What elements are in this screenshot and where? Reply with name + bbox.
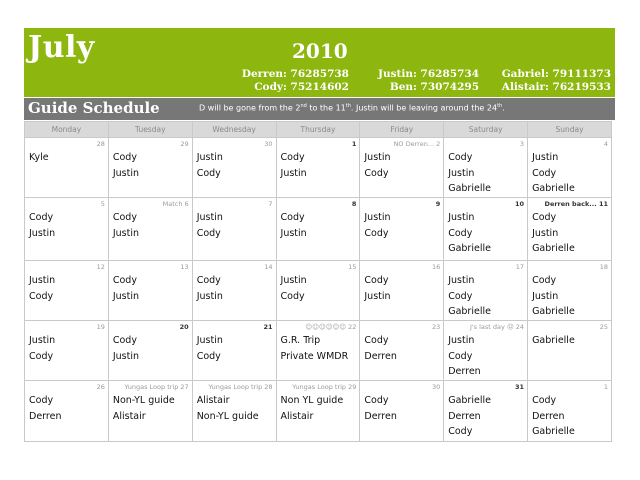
guide-name: Non-YL guide	[196, 410, 259, 422]
guide-name: Justin	[364, 152, 391, 163]
guide-list	[109, 210, 192, 241]
day-cell[interactable]	[360, 261, 444, 321]
day-number: 13	[180, 263, 189, 271]
guide-name: Cody	[112, 212, 137, 223]
guide-list	[193, 333, 276, 364]
guide-name: Derren	[532, 410, 565, 422]
day-number: Match 6	[162, 200, 189, 208]
day-cell[interactable]	[25, 381, 109, 442]
guide-list	[25, 333, 108, 364]
schedule-title: Guide Schedule	[28, 99, 160, 117]
guide-name: Cody	[112, 335, 137, 346]
day-number: 21	[263, 323, 273, 331]
guide-name: G.R. Trip	[280, 335, 321, 346]
day-cell[interactable]	[108, 138, 192, 198]
guide-name: Cody	[532, 167, 557, 179]
guide-name: Justin	[532, 152, 559, 163]
guide-list	[277, 150, 360, 181]
day-cell[interactable]	[444, 198, 528, 261]
guide-list	[25, 210, 108, 241]
day-cell[interactable]	[276, 138, 360, 198]
day-cell[interactable]	[192, 261, 276, 321]
guide-name: Derren	[448, 410, 481, 422]
day-number: 10	[515, 200, 525, 208]
guide-name: Justin	[364, 212, 391, 223]
guide-name: Cody	[112, 152, 137, 163]
guide-name: Derren	[29, 410, 62, 422]
guide-list	[277, 393, 360, 424]
guide-name: Cody	[448, 350, 473, 362]
year-title: 2010	[292, 39, 348, 63]
day-number: 31	[515, 383, 525, 391]
guide-list	[528, 210, 611, 257]
day-cell[interactable]	[360, 198, 444, 261]
guide-name: Cody	[29, 212, 54, 223]
guide-name: Alistair	[112, 410, 146, 422]
day-cell[interactable]	[528, 261, 612, 321]
guide-name: Gabrielle	[448, 395, 491, 406]
day-number: 4	[603, 140, 608, 148]
guide-list	[25, 273, 108, 304]
schedule-note: D will be gone from the 2nd to the 11th. Justin will be leaving around the 24th.	[199, 103, 505, 113]
week-row	[25, 198, 612, 261]
day-cell[interactable]	[276, 261, 360, 321]
calendar-grid	[24, 121, 612, 442]
guide-name: Justin	[196, 152, 223, 163]
guide-name: Non-YL guide	[112, 395, 175, 406]
guide-list	[360, 333, 443, 364]
day-number: 30	[431, 383, 441, 391]
guide-name: Justin	[112, 350, 140, 362]
day-cell[interactable]	[444, 261, 528, 321]
guide-name: Justin	[448, 212, 475, 223]
guide-list	[25, 393, 108, 424]
day-cell[interactable]	[25, 321, 109, 381]
guide-list	[360, 150, 443, 181]
guide-name: Cody	[196, 350, 221, 362]
day-cell[interactable]	[444, 381, 528, 442]
guide-name: Justin	[196, 290, 223, 302]
guide-list	[277, 333, 360, 364]
weekday-header: Thursday	[276, 122, 360, 138]
guide-name: Alistair	[196, 395, 230, 406]
guide-list	[193, 150, 276, 181]
guide-list	[193, 210, 276, 241]
guide-name: Justin	[112, 290, 140, 302]
guide-name: Non YL guide	[280, 395, 344, 406]
guide-name: Cody	[29, 350, 54, 362]
weekday-header: Saturday	[444, 122, 528, 138]
guide-name: Derren	[364, 350, 397, 362]
guide-list	[528, 393, 611, 440]
guide-name: Gabrielle	[448, 306, 491, 317]
guide-list	[528, 150, 611, 197]
day-number: Derren back... 11	[544, 200, 608, 208]
week-row	[25, 321, 612, 381]
day-cell[interactable]	[192, 138, 276, 198]
guide-list	[193, 393, 276, 424]
day-cell[interactable]	[192, 321, 276, 381]
guide-list	[109, 150, 192, 181]
title-banner	[24, 28, 615, 97]
guide-name: Cody	[448, 227, 473, 239]
guide-name: Justin	[280, 275, 307, 286]
day-cell[interactable]	[192, 198, 276, 261]
guide-name: Justin	[280, 227, 307, 239]
day-number: Yungas Loop trip 27	[124, 383, 189, 391]
contact-justin: Justin: 76285734	[378, 68, 479, 80]
guide-list	[109, 333, 192, 364]
day-cell[interactable]	[192, 381, 276, 442]
day-number: 3	[519, 140, 525, 148]
day-cell[interactable]	[360, 381, 444, 442]
guide-name: Justin	[280, 167, 307, 179]
guide-list	[360, 210, 443, 241]
guide-name: Justin	[196, 212, 223, 223]
day-number: J's last day ☹ 24	[469, 323, 525, 331]
guide-name: Gabrielle	[532, 426, 575, 437]
day-cell[interactable]	[108, 321, 192, 381]
day-cell[interactable]	[108, 261, 192, 321]
contact-alistair: Alistair: 76219533	[501, 81, 611, 93]
guide-name: Gabrielle	[448, 243, 491, 254]
week-row	[25, 261, 612, 321]
contact-ben: Ben: 73074295	[389, 81, 479, 93]
day-cell[interactable]	[276, 381, 360, 442]
day-number: 17	[515, 263, 525, 271]
guide-name: Gabrielle	[448, 183, 491, 194]
weekday-header: Sunday	[528, 122, 612, 138]
guide-name: Justin	[448, 167, 475, 179]
guide-name: Cody	[364, 227, 389, 239]
guide-name: Cody	[29, 395, 54, 406]
day-number: 18	[599, 263, 608, 271]
guide-list	[444, 393, 527, 440]
week-row	[25, 381, 612, 442]
guide-name: Justin	[532, 227, 559, 239]
day-number: 1	[603, 383, 608, 391]
guide-name: Cody	[364, 167, 389, 179]
day-number: NO Derren... 2	[393, 140, 441, 148]
day-number: 9	[435, 200, 441, 208]
day-number: Yungas Loop trip 29	[292, 383, 357, 391]
day-number: 8	[351, 200, 357, 208]
day-number: 15	[348, 263, 357, 271]
day-cell[interactable]	[528, 138, 612, 198]
day-number: 5	[100, 200, 105, 208]
weekday-header: Wednesday	[192, 122, 276, 138]
day-cell[interactable]	[444, 138, 528, 198]
schedule-subtitle-bar	[24, 98, 615, 120]
guide-name: Cody	[196, 275, 221, 286]
guide-name: Cody	[364, 335, 389, 346]
guide-name: Alistair	[280, 410, 314, 422]
guide-name: Cody	[196, 227, 221, 239]
week-row	[25, 138, 612, 198]
guide-name: Justin	[532, 290, 559, 302]
guide-name: Cody	[196, 167, 221, 179]
day-number: 23	[431, 323, 441, 331]
day-cell[interactable]	[108, 198, 192, 261]
guide-name: Cody	[29, 290, 54, 302]
guide-name: Cody	[532, 395, 557, 406]
day-number: 14	[264, 263, 273, 271]
day-number: ☺☺☺☺☺☺ 22	[305, 323, 357, 331]
guide-name: Private WMDR	[280, 350, 349, 362]
guide-list	[444, 210, 527, 257]
day-cell[interactable]	[276, 321, 360, 381]
month-title: July	[28, 30, 95, 65]
day-cell[interactable]	[528, 381, 612, 442]
day-cell[interactable]	[25, 198, 109, 261]
guide-name: Cody	[112, 275, 137, 286]
day-number: 30	[264, 140, 273, 148]
contact-cody: Cody: 75214602	[254, 81, 349, 93]
weekday-header: Tuesday	[108, 122, 192, 138]
contact-derren: Derren: 76285738	[241, 68, 349, 80]
guide-list	[360, 393, 443, 424]
day-number: 29	[180, 140, 189, 148]
day-cell[interactable]	[360, 321, 444, 381]
guide-name: Justin	[29, 275, 56, 286]
day-cell[interactable]	[276, 198, 360, 261]
guide-name: Justin	[112, 167, 140, 179]
guide-name: Justin	[448, 275, 475, 286]
day-cell[interactable]	[360, 138, 444, 198]
guide-name: Cody	[448, 290, 473, 302]
guide-name: Kyle	[29, 152, 49, 163]
day-cell[interactable]	[528, 198, 612, 261]
day-number: 19	[96, 323, 105, 331]
guide-list	[277, 210, 360, 241]
day-cell[interactable]	[528, 321, 612, 381]
guide-name: Derren	[448, 366, 481, 377]
guide-name: Cody	[280, 290, 305, 302]
guide-list	[109, 393, 192, 424]
guide-name: Cody	[280, 212, 305, 223]
day-cell[interactable]	[444, 321, 528, 381]
guide-list	[360, 273, 443, 304]
day-number: 20	[179, 323, 189, 331]
guide-name: Gabrielle	[532, 335, 575, 346]
day-number: 16	[431, 263, 441, 271]
guide-name: Cody	[448, 152, 473, 163]
guide-list	[444, 150, 527, 197]
guide-name: Gabrielle	[532, 306, 575, 317]
guide-name: Cody	[448, 426, 473, 437]
day-cell[interactable]	[25, 138, 109, 198]
guide-list	[109, 273, 192, 304]
day-number: 28	[96, 140, 105, 148]
guide-list	[193, 273, 276, 304]
weekday-header-row	[25, 122, 612, 138]
day-number: Yungas Loop trip 28	[208, 383, 273, 391]
guide-list	[444, 273, 527, 320]
day-number: 7	[268, 200, 273, 208]
guide-name: Gabrielle	[532, 243, 575, 254]
guide-name: Justin	[364, 290, 391, 302]
guide-name: Derren	[364, 410, 397, 422]
guide-name: Gabrielle	[532, 183, 575, 194]
guide-list	[277, 273, 360, 304]
guide-name: Justin	[196, 335, 223, 346]
weekday-header: Friday	[360, 122, 444, 138]
guide-name: Justin	[112, 227, 140, 239]
guide-name: Justin	[448, 335, 475, 346]
weekday-header: Monday	[25, 122, 109, 138]
guide-name: Justin	[29, 335, 56, 346]
guide-name: Cody	[280, 152, 305, 163]
guide-name: Cody	[532, 275, 557, 286]
guide-name: Cody	[364, 395, 389, 406]
guide-name: Cody	[532, 212, 557, 223]
day-cell[interactable]	[25, 261, 109, 321]
day-number: 26	[96, 383, 105, 391]
guide-name: Justin	[29, 227, 56, 239]
day-number: 12	[96, 263, 105, 271]
guide-list	[528, 273, 611, 320]
day-number: 25	[599, 323, 608, 331]
contact-gabriel: Gabriel: 79111373	[501, 68, 611, 80]
guide-list	[444, 333, 527, 380]
day-number: 1	[351, 140, 357, 148]
guide-list	[25, 150, 108, 166]
guide-list	[528, 333, 611, 349]
day-cell[interactable]	[108, 381, 192, 442]
guide-name: Cody	[364, 275, 389, 286]
